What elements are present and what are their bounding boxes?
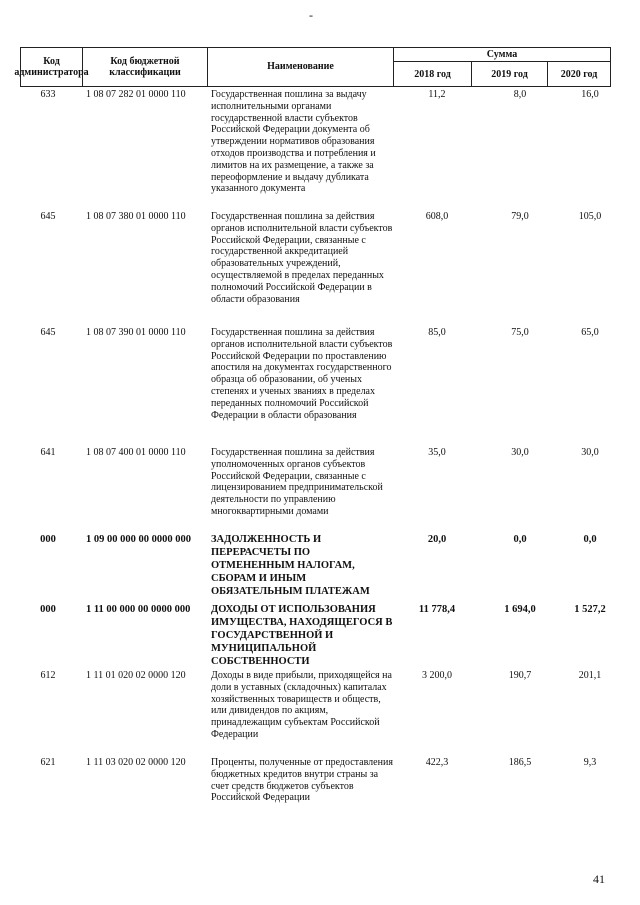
admin-code: 612 xyxy=(40,670,56,681)
admin-code: 645 xyxy=(40,327,56,338)
header-year-2019: 2019 год xyxy=(491,68,528,80)
top-mark: - xyxy=(309,8,313,22)
amount-2018: 608,0 xyxy=(425,211,449,222)
item-name: Государственная пошлина за выдачу исполнительными органами государственной власти субъектов Российской Федерации документа об утверждении нормативов образования отходов производства и потребления и лимитов на их размещение, а также за переоформление и выдачу дубликата указанного документа xyxy=(211,89,376,195)
item-name: Государственная пошлина за действия органов исполнительной власти субъектов Российской Федерации по проставлению апостиля на документах государственного образца об образовании, об ученых степенях и ученых званиях в пределах переданных полномочий Российской Федерации в области образования xyxy=(211,327,393,421)
item-name: ДОХОДЫ ОТ ИСПОЛЬЗОВАНИЯ ИМУЩЕСТВА, НАХОДЯЩЕГОСЯ В ГОСУДАРСТВЕННОЙ И МУНИЦИПАЛЬНОЙ СОБСТВЕННОСТИ xyxy=(211,604,393,667)
amount-2020: 9,3 xyxy=(583,757,597,768)
amount-2019: 186,5 xyxy=(508,757,532,768)
admin-code: 621 xyxy=(40,757,56,768)
amount-2018: 3 200,0 xyxy=(422,670,452,681)
amount-2020: 30,0 xyxy=(581,447,599,458)
budget-code: 1 08 07 400 01 0000 110 xyxy=(86,447,186,458)
header-border-right xyxy=(610,47,611,87)
admin-code: 000 xyxy=(40,604,56,615)
amount-2018: 20,0 xyxy=(427,534,447,545)
budget-code: 1 11 00 000 00 0000 000 xyxy=(86,604,191,615)
amount-2019: 30,0 xyxy=(511,447,529,458)
amount-2020: 65,0 xyxy=(581,327,599,338)
amount-2020: 16,0 xyxy=(581,89,599,100)
amount-2018: 11,2 xyxy=(428,89,446,100)
amount-2019: 8,0 xyxy=(513,89,527,100)
budget-code: 1 08 07 380 01 0000 110 xyxy=(86,211,186,222)
item-name: Государственная пошлина за действия органов исполнительной власти субъектов Российской Федерации, связанные с государственной аккредитацией образовательных учреждений, осуществляемой в пределах переданных полномочий Российской Федерации в области образования xyxy=(211,211,393,305)
budget-code: 1 09 00 000 00 0000 000 xyxy=(86,534,191,545)
amount-2018: 11 778,4 xyxy=(418,604,456,615)
amount-2020: 0,0 xyxy=(583,534,597,545)
header-year-2018: 2018 год xyxy=(414,68,451,80)
amount-2020: 105,0 xyxy=(578,211,602,222)
header-sum: Сумма xyxy=(486,48,518,60)
budget-code: 1 11 01 020 02 0000 120 xyxy=(86,670,186,681)
amount-2019: 1 694,0 xyxy=(504,604,536,615)
amount-2019: 79,0 xyxy=(511,211,529,222)
budget-code: 1 08 07 282 01 0000 110 xyxy=(86,89,186,100)
budget-code: 1 11 03 020 02 0000 120 xyxy=(86,757,186,768)
amount-2019: 75,0 xyxy=(511,327,529,338)
amount-2019: 190,7 xyxy=(508,670,532,681)
header-budget-code: Код бюджетной классификации xyxy=(109,55,181,78)
header-admin-code: Код администратора xyxy=(14,55,89,78)
item-name: Проценты, полученные от предоставления бюджетных кредитов внутри страны за счет средств бюджетов субъектов Российской Федерации xyxy=(211,757,393,804)
amount-2018: 85,0 xyxy=(428,327,446,338)
table-header xyxy=(14,47,611,87)
budget-code: 1 08 07 390 01 0000 110 xyxy=(86,327,186,338)
page-number: 41 xyxy=(593,872,605,886)
admin-code: 641 xyxy=(40,447,56,458)
header-year-2020: 2020 год xyxy=(560,68,598,80)
amount-2018: 35,0 xyxy=(428,447,446,458)
admin-code: 633 xyxy=(40,89,56,100)
admin-code: 000 xyxy=(40,534,56,545)
amount-2020: 1 527,2 xyxy=(574,604,606,615)
header-name: Наименование xyxy=(267,61,334,72)
amount-2020: 201,1 xyxy=(578,670,602,681)
item-name: ЗАДОЛЖЕННОСТЬ И ПЕРЕРАСЧЕТЫ ПО ОТМЕНЕННЫМ НАЛОГАМ, СБОРАМ И ИНЫМ ОБЯЗАТЕЛЬНЫМ ПЛАТЕЖАМ xyxy=(211,534,370,597)
amount-2018: 422,3 xyxy=(425,757,449,768)
amount-2019: 0,0 xyxy=(513,534,527,545)
header-bottom-border xyxy=(20,86,611,87)
admin-code: 645 xyxy=(40,211,56,222)
item-name: Государственная пошлина за действия уполномоченных органов субъектов Российской Федерации, связанные с лицензированием предпринимательской деятельности по управлению многоквартирными домами xyxy=(211,447,383,517)
item-name: Доходы в виде прибыли, приходящейся на доли в уставных (складочных) капиталах хозяйственных товариществ и обществ, или дивидендов по акциям, принадлежащим субъектам Российской Федерации xyxy=(211,670,392,740)
